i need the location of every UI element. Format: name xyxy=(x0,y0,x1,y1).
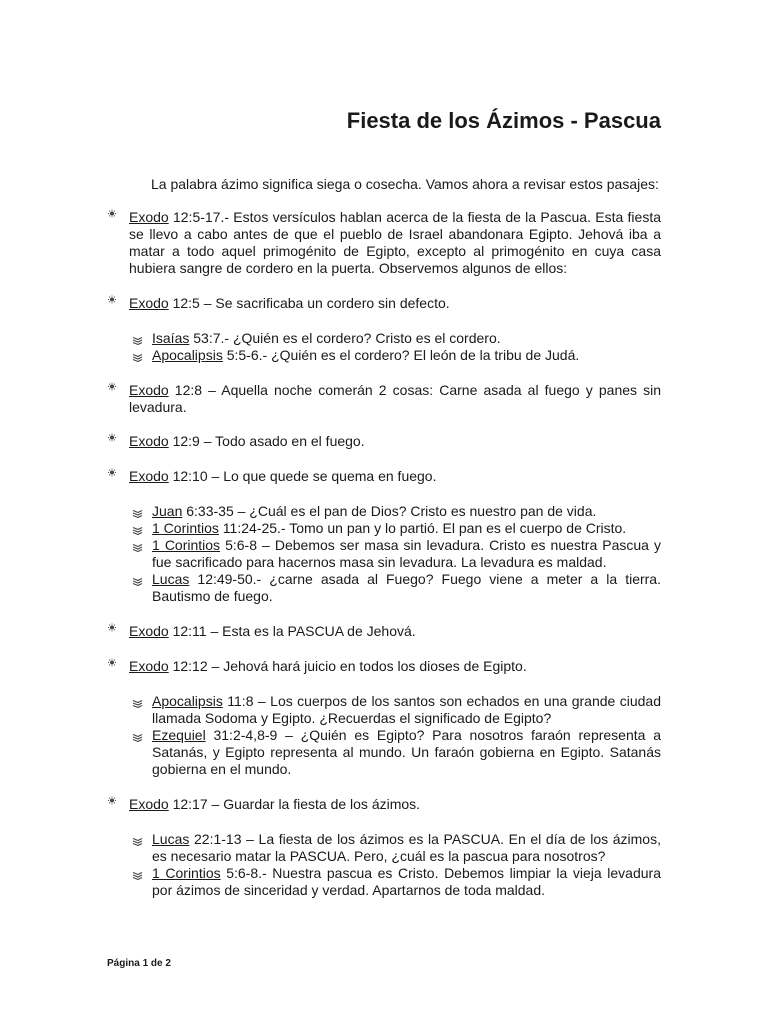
scripture-reference: Exodo xyxy=(129,658,169,674)
sub-list-item xyxy=(107,571,661,605)
sub-item-text: 5:5-6.- ¿Quién es el cordero? El león de la tribu de Judá. xyxy=(222,347,580,363)
item-text: 12:10 – Lo que quede se quema en fuego. xyxy=(168,468,437,484)
book-bullet-icon xyxy=(132,335,143,345)
sub-list-item xyxy=(107,520,661,537)
book-bullet-icon xyxy=(132,698,143,708)
sub-list xyxy=(107,693,661,778)
page-footer: Página 1 de 2 xyxy=(107,958,171,969)
sun-bullet-icon xyxy=(107,295,117,305)
list-item xyxy=(107,796,661,813)
item-text: 12:9 – Todo asado en el fuego. xyxy=(168,433,365,449)
sun-bullet-icon xyxy=(107,433,117,443)
scripture-reference: 1 Corintios xyxy=(152,537,221,553)
item-text: 12:17 – Guardar la fiesta de los ázimos. xyxy=(168,796,421,812)
book-bullet-icon xyxy=(132,508,143,518)
sub-list-item xyxy=(107,347,661,364)
sub-item-text: 5:6-8.- Nuestra pascua es Cristo. Debemos limpiar la vieja levadura por ázimos de sinceridad y verdad. Apartarnos de toda maldad. xyxy=(152,865,661,898)
sub-item-text: 11:24-25.- Tomo un pan y lo partió. El pan es el cuerpo de Cristo. xyxy=(218,520,627,536)
book-bullet-icon xyxy=(132,836,143,846)
book-bullet-icon xyxy=(132,542,143,552)
scripture-reference: Exodo xyxy=(129,796,169,812)
item-text: 12:11 – Esta es la PASCUA de Jehová. xyxy=(168,623,416,639)
list-item xyxy=(107,433,661,450)
scripture-reference: Ezequiel xyxy=(152,727,206,743)
scripture-reference: 1 Corintios xyxy=(152,865,221,881)
sub-item-text: 12:49-50.- ¿carne asada al Fuego? Fuego viene a meter a la tierra. Bautismo de fuego. xyxy=(152,571,661,604)
list-item xyxy=(107,295,661,312)
book-bullet-icon xyxy=(132,352,143,362)
sub-list-item xyxy=(107,693,661,727)
sub-item-text: 6:33-35 – ¿Cuál es el pan de Dios? Cristo es nuestro pan de vida. xyxy=(182,503,597,519)
scripture-reference: Exodo xyxy=(129,433,169,449)
passage-list xyxy=(107,209,661,917)
list-item xyxy=(107,382,661,416)
page-title: Fiesta de los Ázimos - Pascua xyxy=(346,108,661,133)
scripture-reference: Apocalipsis xyxy=(152,693,223,709)
book-bullet-icon xyxy=(132,525,143,535)
sub-list xyxy=(107,330,661,364)
item-text: 12:12 – Jehová hará juicio en todos los dioses de Egipto. xyxy=(168,658,527,674)
intro-paragraph: La palabra ázimo significa siega o cosecha. Vamos ahora a revisar estos pasajes: xyxy=(151,176,659,192)
list-item xyxy=(107,209,661,277)
sub-list-item xyxy=(107,727,661,778)
sun-bullet-icon xyxy=(107,796,117,806)
scripture-reference: Isaías xyxy=(152,330,190,346)
book-bullet-icon xyxy=(132,576,143,586)
sub-item-text: 31:2-4,8-9 – ¿Quién es Egipto? Para nosotros faraón representa a Satanás, y Egipto representa al mundo. Un faraón gobierna en Egipto. Satanás gobierna en el mundo. xyxy=(152,727,661,777)
list-item xyxy=(107,658,661,675)
scripture-reference: Lucas xyxy=(152,571,190,587)
sub-list xyxy=(107,503,661,605)
book-bullet-icon xyxy=(132,870,143,880)
sub-list-item xyxy=(107,537,661,571)
item-text: 12:5 – Se sacrificaba un cordero sin defecto. xyxy=(168,295,450,311)
item-text: 12:5-17.- Estos versículos hablan acerca de la fiesta de la Pascua. Esta fiesta se llevo a cabo antes de que el pueblo de Israel abandonara Egipto. Jehová iba a matar a todo aquel primogénito de Egipto, excepto al primogénito en cuya casa hubiera sangre de cordero en la puerta. Observemos algunos de ellos: xyxy=(129,209,661,276)
sun-bullet-icon xyxy=(107,382,117,392)
scripture-reference: Juan xyxy=(152,503,183,519)
sub-list-item xyxy=(107,330,661,347)
sub-item-text: 22:1-13 – La fiesta de los ázimos es la PASCUA. En el día de los ázimos, es necesario matar la PASCUA. Pero, ¿cuál es la pascua para nosotros? xyxy=(152,831,661,864)
scripture-reference: Exodo xyxy=(129,295,169,311)
sub-item-text: 53:7.- ¿Quién es el cordero? Cristo es el cordero. xyxy=(189,330,501,346)
sub-list xyxy=(107,831,661,899)
scripture-reference: 1 Corintios xyxy=(152,520,219,536)
scripture-reference: Apocalipsis xyxy=(152,347,223,363)
sun-bullet-icon xyxy=(107,468,117,478)
item-text: 12:8 – Aquella noche comerán 2 cosas: Carne asada al fuego y panes sin levadura. xyxy=(129,382,661,415)
sun-bullet-icon xyxy=(107,658,117,668)
scripture-reference: Exodo xyxy=(129,623,169,639)
sun-bullet-icon xyxy=(107,623,117,633)
sub-item-text: 5:6-8 – Debemos ser masa sin levadura. Cristo es nuestra Pascua y fue sacrificado para hacernos masa sin levadura. La levadura es maldad. xyxy=(152,537,661,570)
list-item xyxy=(107,623,661,640)
sub-list-item xyxy=(107,865,661,899)
scripture-reference: Exodo xyxy=(129,382,169,398)
sub-list-item xyxy=(107,831,661,865)
scripture-reference: Lucas xyxy=(152,831,190,847)
book-bullet-icon xyxy=(132,732,143,742)
scripture-reference: Exodo xyxy=(129,209,169,225)
sun-bullet-icon xyxy=(107,209,117,219)
scripture-reference: Exodo xyxy=(129,468,169,484)
list-item xyxy=(107,468,661,485)
sub-list-item xyxy=(107,503,661,520)
sub-item-text: 11:8 – Los cuerpos de los santos son echados en una grande ciudad llamada Sodoma y Egipto. ¿Recuerdas el significado de Egipto? xyxy=(152,693,661,726)
